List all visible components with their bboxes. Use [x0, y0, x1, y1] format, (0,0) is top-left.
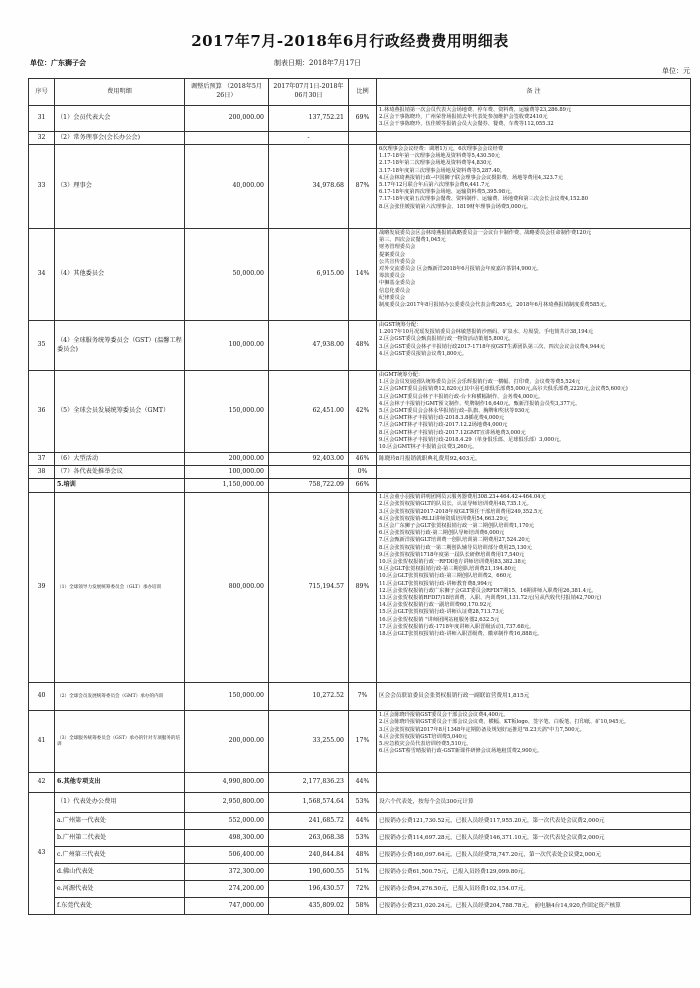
cell-ratio: 48%	[349, 321, 377, 371]
cell-ratio: 44%	[349, 813, 377, 830]
table-header-row	[29, 79, 691, 106]
cell-ratio: 44%	[349, 773, 377, 793]
table-row	[29, 711, 691, 773]
cell-note: 设六个代表处，按每个会员300元计算	[377, 793, 691, 813]
header-actual: 2017年07月1日-2018年06月30日	[269, 79, 349, 106]
money-unit: 单位：元	[662, 67, 690, 75]
cell-seq: 38	[29, 466, 55, 479]
cell-ratio: 14%	[349, 229, 377, 321]
table-row	[29, 881, 691, 898]
cell-budget: 200,000.00	[185, 711, 269, 773]
cell-seq: 33	[29, 145, 55, 229]
cell-ratio: 53%	[349, 830, 377, 847]
cell-note: 已报销办公费114,697.28元，已报入员经费146,371.10元，第一次代表处会议费2,000元	[377, 830, 691, 847]
cell-ratio: 46%	[349, 453, 377, 466]
cell-note	[377, 479, 691, 493]
table-row	[29, 847, 691, 864]
cell-seq	[29, 479, 55, 493]
meta-row	[30, 58, 690, 75]
cell-budget: 150,000.00	[185, 683, 269, 711]
cell-item: c.广州第三代表处	[55, 847, 185, 864]
cell-seq: 41	[29, 711, 55, 773]
header-seq: 序号	[29, 79, 55, 106]
cell-actual: 47,938.00	[269, 321, 349, 371]
cell-actual: 240,844.84	[269, 847, 349, 864]
table-row	[29, 683, 691, 711]
cell-note: 陈晓玲8月报销就职典礼费用92,403元。	[377, 453, 691, 466]
cell-item: 6.其他专项支出	[55, 773, 185, 793]
cell-note: 已报销办公费61,500.75元，已报入员经费129,099.80元。	[377, 864, 691, 881]
header-note: 备 注	[377, 79, 691, 106]
table-row	[29, 145, 691, 229]
cell-ratio: 48%	[349, 847, 377, 864]
cell-note: 1.区会陈晓玲报销GST委员会干部会议会议费4,400元。 2.区会陈晓玲报销GST委员会干部会议会议费、横幅、KT板logo、签字笔、白板笔、打印纸、矿10,945元。 3.区会张贺权报销2017年8月1348年定期防备及规划好运推进"8.23天鸽"中力7,500元。 4.区会张贺权报销GST培训费5,040元 5.应急救灾会员代表培训经费5,510元。 6.区会GST蔡雪晴报销行政-GST新课件研修会议场地租赁费2,900元。	[377, 711, 691, 773]
cell-item: （4）其他委员会	[55, 229, 185, 321]
cell-note: 1.区会童小羽报销讲明团网员云服务器费用308.23+464.42+464.04元 2.区会张贺权报销GLT的队员长、认证导师培训费用48,735.1元。 3.区会张贺权报销2017-2018年度GLT领任干部培训费用249,352.5元 4.区会张贺权报销-RLLI讲师资质培训费用54,663.29元 5.区会广东狮子会GLT张贺权报销行政一第二期创队培训费1,170元 6.区会张贺权报销行政-第二期创队导师培训费6,000元 7.区会甄新洋报销GLT培训费一创队培训第二期费用27,524.20元 8.区会张贺权报销行政一第二期创队辅导员培训部分费用25,130元 9.区会张贺权报销1718年度第一届队长研修培训费用17,540元 10.区会张贺权报销行政一RFDI地方讲师培训费用83,382.38元 9.区会GLT张贺权报销行政-第三期创队培训费21,194.80元 10.区会GLT张贺权报销行政-第三期创队培训费2，660元 11.区会GLT张贺权报销行政-讲师教育费8,994元 12.区会张贺权报销行政广东狮子会GLT委员会RFDI7期15、16期讲师入职费用26,381.4元。 13.区会张贺权报销RFDI7/18培训费、入职、内训费91,131.72元(另从代收代付报销42,700元) 14.区会张贺权报销行政一副培训费60,170.92元 15.区会GLT张贺权报销行政-讲师认证费28,713.73元 16.区会张贺权报销 "讲师团网站租服务器2,632.5元 17.区会张贺权报销行政-1718年度讲师入职晋级活动1,737.68元。 18.区会GLT张贺权报销行政-讲师入职晋级费、徽章制作费16,888元。	[377, 493, 691, 683]
cell-seq: 40	[29, 683, 55, 711]
cell-actual: 715,194.57	[269, 493, 349, 683]
table-row	[29, 106, 691, 132]
cell-ratio: 7%	[349, 683, 377, 711]
cell-actual: 2,177,836.23	[269, 773, 349, 793]
org-unit: 单位：广东狮子会	[30, 58, 86, 67]
cell-ratio: 53%	[349, 793, 377, 813]
cell-item: （7）各代表处推举会议	[55, 466, 185, 479]
cell-budget: 1,150,000.00	[185, 479, 269, 493]
cell-actual: 241,685.72	[269, 813, 349, 830]
cell-budget: 100,000.00	[185, 466, 269, 479]
cell-budget: 200,000.00	[185, 453, 269, 466]
cell-note: 1.林琦燕报销第一次会员代表大会场地费、停车费、资料费、运输费等23,286.89元 2.区会干事陈晓玲，广州荣誉场报销去年代表处参加维护会签收费2410元 3.区会干事陈晓玲、伍佳媛等报销会员大会餐券、餐费、车费等112,055.32	[377, 106, 691, 132]
cell-actual: 190,600.55	[269, 864, 349, 881]
cell-budget: 552,000.00	[185, 813, 269, 830]
cell-budget: 506,400.00	[185, 847, 269, 864]
table-row	[29, 132, 691, 145]
cell-actual: 10,272.52	[269, 683, 349, 711]
cell-seq: 42	[29, 773, 55, 793]
cell-ratio: 58%	[349, 898, 377, 915]
cell-actual: 6,915.00	[269, 229, 349, 321]
cell-actual: 62,451.00	[269, 371, 349, 453]
expense-table	[28, 78, 691, 915]
cell-item: b.广州第二代表处	[55, 830, 185, 847]
cell-budget: 50,000.00	[185, 229, 269, 321]
cell-seq: 32	[29, 132, 55, 145]
cell-item: （3）理事会	[55, 145, 185, 229]
cell-seq: 35	[29, 321, 55, 371]
cell-actual: -	[269, 132, 349, 145]
cell-ratio	[349, 132, 377, 145]
section-row	[29, 773, 691, 793]
table-row	[29, 453, 691, 466]
cell-budget: 150,000.00	[185, 371, 269, 453]
cell-actual: 137,752.21	[269, 106, 349, 132]
cell-actual	[269, 466, 349, 479]
cell-note	[377, 466, 691, 479]
cell-ratio: 0%	[349, 466, 377, 479]
cell-note: 已报销办公费160,097.64元，已报入员经费78,747.20元，第一次代表处会议费2,000元	[377, 847, 691, 864]
cell-note: 区会会员联谊委员会张贺权报销行政一副联谊营费用1,815元	[377, 683, 691, 711]
cell-note: 战略发展委员会区会林琦燕报销战略委员会一会议台卡制作费、战略委员会任命制作费120元 第三、四次会议餐费1,045元 财务管理委员会 提案委员会 公共宣传委员会 对外交流委员会 区会甄新洋2018年6月报销会年度嘉许茶饼4,900元。 筹款委员会 中狮基金委员会 信息化委员会 纪律委员会 制度委员会:2017年8月报销办公委委员会代表会费265元，2018年6月林琦燕报销制度委费585元。	[377, 229, 691, 321]
cell-ratio: 42%	[349, 371, 377, 453]
cell-item: （2）全球会员发展统筹委员会（GMT）承办的内训	[55, 683, 185, 711]
table-row	[29, 898, 691, 915]
cell-ratio: 17%	[349, 711, 377, 773]
cell-item: （4）全球服务统筹委员会（GST）(温馨工程委员会)	[55, 321, 185, 371]
cell-item: （6）大型活动	[55, 453, 185, 466]
table-row	[29, 813, 691, 830]
cell-budget: 100,000.00	[185, 321, 269, 371]
cell-item: 5.培训	[55, 479, 185, 493]
cell-seq: 34	[29, 229, 55, 321]
cell-budget: 274,200.00	[185, 881, 269, 898]
cell-budget: 747,000.00	[185, 898, 269, 915]
table-row	[29, 830, 691, 847]
cell-budget: 40,000.00	[185, 145, 269, 229]
cell-actual: 196,430.57	[269, 881, 349, 898]
cell-note: 6次理事会会议经费：调增1万元，6次理事会会议经费 1.17-18年第一次理事会场地及资料费等5,430.50元 2.17-18年第二次理事会场地及资料费等4,830元 3.17-18年度第三次理事会场地及资料费等5,287.40。 4.区会林琦燕报销行政--中国狮子联会理事会会议摄影费、场地等费用4,323.7元 5.17年12月联合年后第六次理事会费6,441.7元 6.17-18年度第四次理事会场地、运输资料费5,395.98元。 7.17-18年度第五次理事会餐费、资料制作、运输费、场地费和第三次会长会议费4,152.80 8.区会张佳媛报销第六次理事会、1819财年理事会场费5,000元。	[377, 145, 691, 229]
cell-item: a.广州第一代表处	[55, 813, 185, 830]
cell-ratio: 87%	[349, 145, 377, 229]
cell-actual: 34,978.68	[269, 145, 349, 229]
cell-note: 已报销办公费94,276.50元，已报入员经费102,154.07元。	[377, 881, 691, 898]
cell-actual: 92,403.00	[269, 453, 349, 466]
cell-item: （3）全球服务统筹委员会（GST）承办的针对专项服务的培训	[55, 711, 185, 773]
header-ratio: 比例	[349, 79, 377, 106]
cell-budget: 2,950,800.00	[185, 793, 269, 813]
cell-note	[377, 132, 691, 145]
cell-ratio: 51%	[349, 864, 377, 881]
cell-ratio: 72%	[349, 881, 377, 898]
cell-note: 由GMT统筹分配： 1.区会会员发展团队统筹委员会区会乐辉报销行政一横幅、打印费、会议费等费5,524元 2.区会GMT委员会报销费12,820元(其中羽毛球俱乐部费5,000元,高尔夫俱乐部费,2220元,会议费5,600元) 3.区会GMT委员会林子丰报销行政-台卡和横幅制作、会务费4,000元。 4.区会林子丰报销行GMT预文制作、奖牌制作16,640元。甄新洋报销会员奖3,377元。 5.区会GMT委员会会林永华报销行政--队旗、胸牌和奖状等930元 6.区会GMT林孑丰报销行政-2018.3.8插花费4,000元 7.区会GMT林孑丰报销行政-2017.12.2场地费4,000元 8.区会GMT林孑丰报销行政-2017.12GMT宣讲场地费3,000元 9.区会GMT林孑丰报销行政-2018.4.29（单身俱乐部、足球俱乐部）3,000元。 10.区会GMT林孑丰报销会议费3,260元。	[377, 371, 691, 453]
cell-item: f.东莞代表处	[55, 898, 185, 915]
table-row	[29, 864, 691, 881]
cell-note: 由GST统筹分配： 1.2017年10月况瑶发报销委员会林敏慧报销沙画码、矿泉水、垃圾袋、手电筒共计38,194元 2.区会GST委员会甄真报销行政一物资活动策划5,800元。 3.区会GST委员会林孑丰报销行政2017-1718年度GST生源团队第三次、四次会议会议费4,944元 4.区会GST委员报销会议费1,800元。	[377, 321, 691, 371]
cell-ratio: 69%	[349, 106, 377, 132]
page-title: 2017年7月-2018年6月行政经费费用明细表	[191, 32, 509, 50]
cell-seq: 36	[29, 371, 55, 453]
cell-actual: 758,722.09	[269, 479, 349, 493]
header-budget: 调整后预算 （2018年5月26日）	[185, 79, 269, 106]
cell-budget: 372,300.00	[185, 864, 269, 881]
cell-actual: 1,568,574.64	[269, 793, 349, 813]
cell-ratio: 66%	[349, 479, 377, 493]
cell-note: 已报销办公费121,730.52元，已报入员经费117,955.20元，第一次代表处会议费2,000元	[377, 813, 691, 830]
table-row	[29, 229, 691, 321]
cell-item: （2）常务理事会(会长办公会)	[55, 132, 185, 145]
table-row	[29, 793, 691, 813]
cell-item: （1）全球领导力发展统筹委员会（GLT）承办培训	[55, 493, 185, 683]
table-row	[29, 371, 691, 453]
table-row	[29, 321, 691, 371]
cell-note: 已报销办公费231,020.24元，已报入员经费204,788.78元。 前电脑4台14,920,作固定资产核算	[377, 898, 691, 915]
cell-seq: 37	[29, 453, 55, 466]
report-date: 制表日期：2018年7月17日	[274, 59, 362, 67]
cell-actual: 263,068.38	[269, 830, 349, 847]
cell-budget	[185, 132, 269, 145]
cell-item: （1）会员代表大会	[55, 106, 185, 132]
cell-budget: 200,000.00	[185, 106, 269, 132]
cell-ratio: 89%	[349, 493, 377, 683]
cell-budget: 800,000.00	[185, 493, 269, 683]
cell-actual: 33,255.00	[269, 711, 349, 773]
cell-item: （1）代表处办公费用	[55, 793, 185, 813]
cell-budget: 4,990,800.00	[185, 773, 269, 793]
cell-budget: 498,300.00	[185, 830, 269, 847]
cell-item: e.河源代表处	[55, 881, 185, 898]
cell-seq-group: 43	[29, 793, 55, 915]
table-row	[29, 493, 691, 683]
cell-note	[377, 773, 691, 793]
cell-seq: 31	[29, 106, 55, 132]
table-row	[29, 466, 691, 479]
cell-seq: 39	[29, 493, 55, 683]
cell-actual: 435,809.02	[269, 898, 349, 915]
header-item: 费用明细	[55, 79, 185, 106]
cell-item: （5）全球会员发展统筹委员会（GMT）	[55, 371, 185, 453]
cell-item: d.佛山代表处	[55, 864, 185, 881]
section-row	[29, 479, 691, 493]
